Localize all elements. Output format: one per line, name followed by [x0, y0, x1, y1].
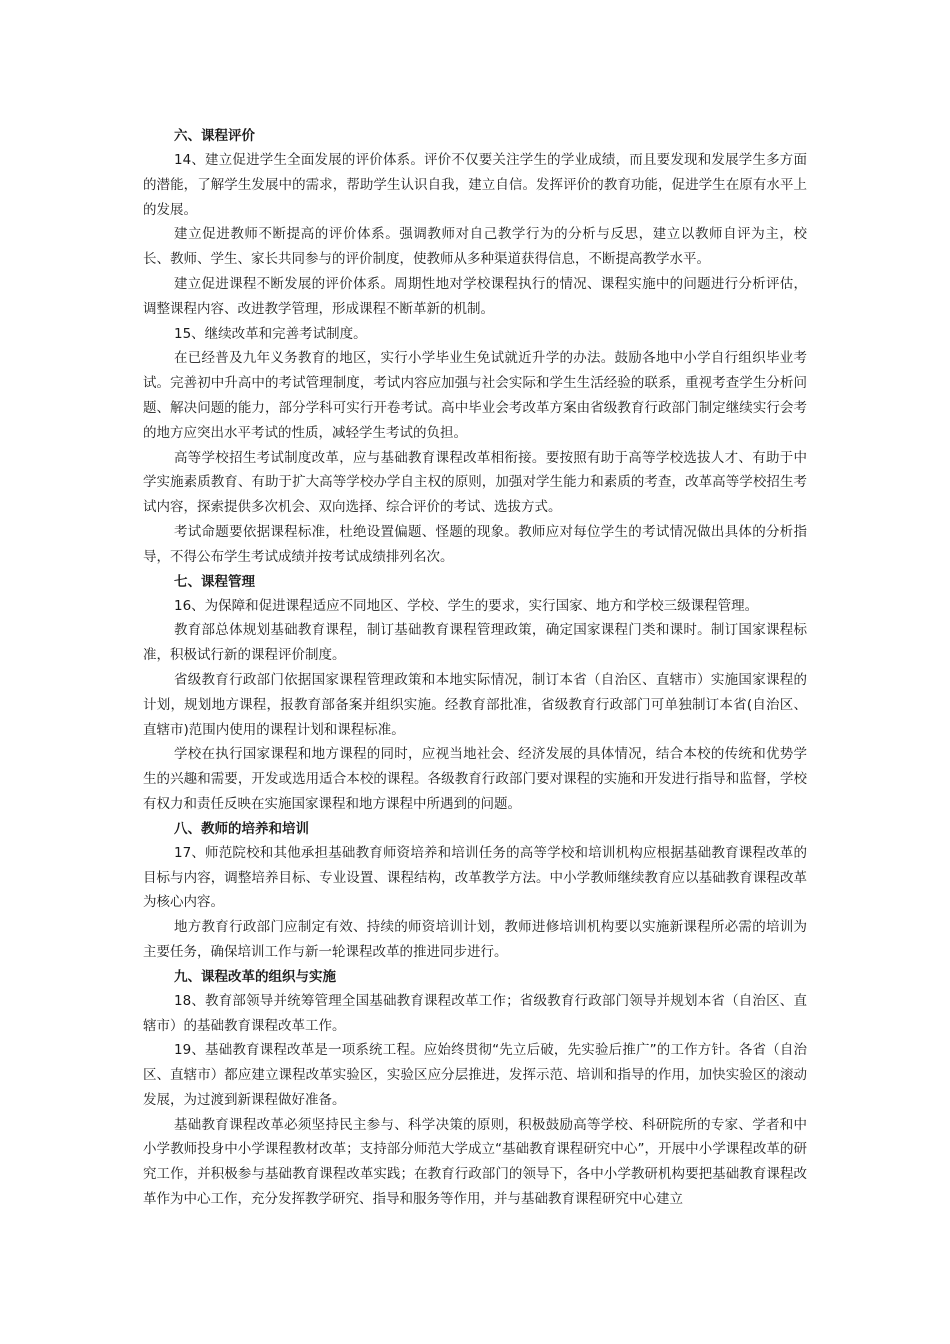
section-heading: 九、课程改革的组织与实施: [174, 968, 336, 985]
section-course-management: [143, 570, 807, 817]
paragraph: 18、教育部领导并统筹管理全国基础教育课程改革工作；省级教育行政部门领导并规划本省（自治区、直辖市）的基础教育课程改革工作。: [143, 992, 807, 1034]
paragraph: 学校在执行国家课程和地方课程的同时，应视当地社会、经济发展的具体情况，结合本校的传统和优势学生的兴趣和需要，开发或选用适合本校的课程。各级教育行政部门要对课程的实施和开发进行指导和监督，学校有权力和责任反映在实施国家课程和地方课程中所遇到的问题。: [143, 746, 807, 812]
section-organization-implementation: [143, 965, 807, 1212]
paragraph: 省级教育行政部门依据国家课程管理政策和本地实际情况，制订本省（自治区、直辖市）实施国家课程的计划，规划地方课程，报教育部备案并组织实施。经教育部批准，省级教育行政部门可单独制订本省(自治区、直辖市)范围内使用的课程计划和课程标准。: [143, 671, 807, 738]
paragraph: 高等学校招生考试制度改革，应与基础教育课程改革相衔接。要按照有助于高等学校选拔人才、有助于中学实施素质教育、有助于扩大高等学校办学自主权的原则，加强对学生能力和素质的考查，改革高等学校招生考试内容，探索提供多次机会、双向选择、综合评价的考试、选拔方式。: [143, 449, 807, 516]
paragraph: 地方教育行政部门应制定有效、持续的师资培训计划，教师进修培训机构要以实施新课程所必需的培训为主要任务，确保培训工作与新一轮课程改革的推进同步进行。: [143, 919, 807, 960]
section-course-evaluation: [143, 124, 807, 570]
section-heading: 八、教师的培养和培训: [174, 820, 309, 837]
paragraph: 14、建立促进学生全面发展的评价体系。评价不仅要关注学生的学业成绩，而且要发现和发展学生多方面的潜能，了解学生发展中的需求，帮助学生认识自我，建立自信。发挥评价的教育功能，促进学生在原有水平上的发展。: [143, 152, 807, 218]
section-heading: 六、课程评价: [174, 128, 255, 144]
paragraph: 17、师范院校和其他承担基础教育师资培养和培训任务的高等学校和培训机构应根据基础教育课程改革的目标与内容，调整培养目标、专业设置、课程结构，改革教学方法。中小学教师继续教育应以基础教育课程改革为核心内容。: [143, 844, 807, 911]
paragraph: 教育部总体规划基础教育课程，制订基础教育课程管理政策，确定国家课程门类和课时。制订国家课程标准，积极试行新的课程评价制度。: [143, 622, 807, 664]
paragraph: 15、继续改革和完善考试制度。: [174, 325, 367, 342]
paragraph: 在已经普及九年义务教育的地区，实行小学毕业生免试就近升学的办法。鼓励各地中小学自行组织毕业考试。完善初中升高中的考试管理制度，考试内容应加强与社会实际和学生生活经验的联系，重视考查学生分析问题、解决问题的能力，部分学科可实行开卷考试。高中毕业会考改革方案由省级教育行政部门制定继续实行会考的地方应突出水平考试的性质，减轻学生考试的负担。: [143, 350, 807, 441]
document-page: [143, 124, 807, 1212]
paragraph: 考试命题要依据课程标准，杜绝设置偏题、怪题的现象。教师应对每位学生的考试情况做出具体的分析指导，不得公布学生考试成绩并按考试成绩排列名次。: [143, 523, 807, 565]
section-teacher-training: [143, 817, 807, 965]
paragraph: 基础教育课程改革必须坚持民主参与、科学决策的原则，积极鼓励高等学校、科研院所的专家、学者和中小学教师投身中小学课程教材改革；支持部分师范大学成立“基础教育课程研究中心”，开展中小学课程改革的研究工作，并积极参与基础教育课程改革实践；在教育行政部门的领导下，各中小学教研机构要把基础教育课程改革作为中心工作，充分发挥教学研究、指导和服务等作用，并与基础教育课程研究中心建立: [143, 1116, 807, 1208]
paragraph: 建立促进课程不断发展的评价体系。周期性地对学校课程执行的情况、课程实施中的问题进行分析评估，调整课程内容、改进教学管理，形成课程不断革新的机制。: [143, 275, 807, 317]
paragraph: 19、基础教育课程改革是一项系统工程。应始终贯彻“先立后破，先实验后推广”的工作方针。各省（自治区、直辖市）都应建立课程改革实验区，实验区应分层推进，发挥示范、培训和指导的作用，加快实验区的滚动发展，为过渡到新课程做好准备。: [143, 1042, 807, 1108]
paragraph: 建立促进教师不断提高的评价体系。强调教师对自己教学行为的分析与反思，建立以教师自评为主，校长、教师、学生、家长共同参与的评价制度，使教师从多种渠道获得信息，不断提高教学水平。: [143, 226, 807, 268]
section-heading: 七、课程管理: [174, 573, 255, 590]
paragraph: 16、为保障和促进课程适应不同地区、学校、学生的要求，实行国家、地方和学校三级课程管理。: [174, 597, 759, 614]
